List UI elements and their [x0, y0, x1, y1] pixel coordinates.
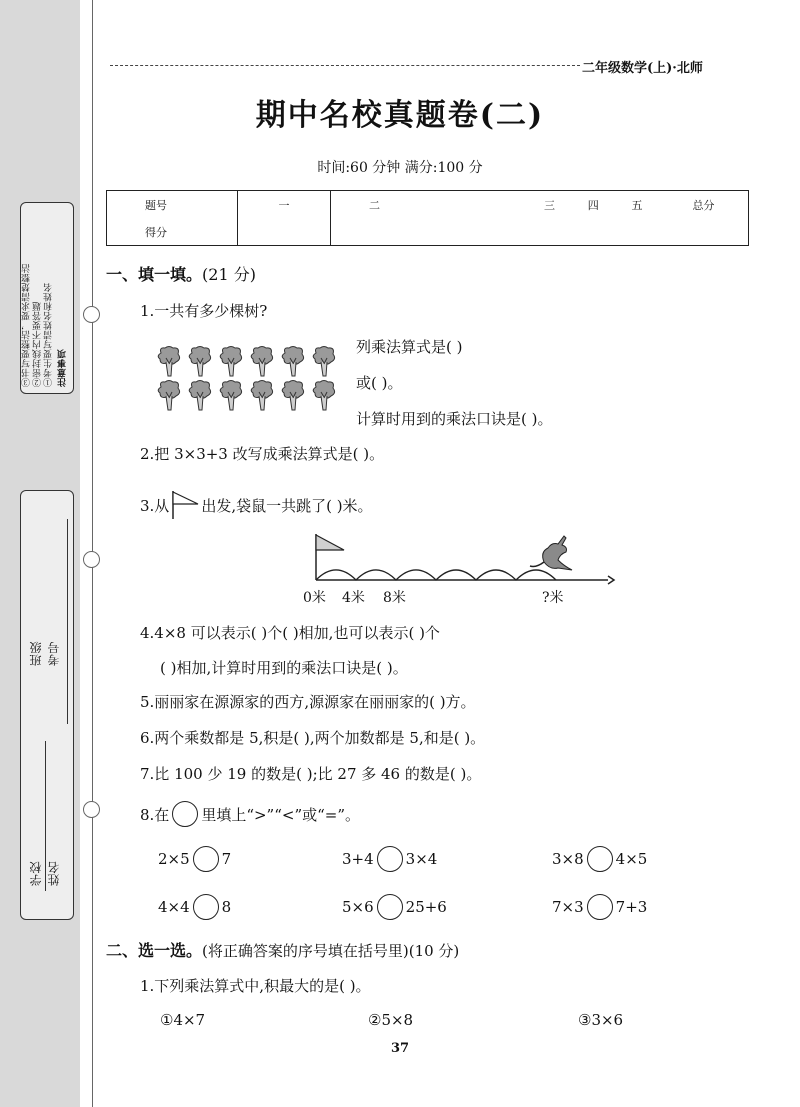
answer-circle[interactable]	[377, 894, 403, 920]
note-1: ①考生要写清姓名和姓名	[44, 282, 54, 387]
cmp-left: 7×3	[552, 898, 584, 916]
nl-label-0: 0米	[303, 590, 326, 606]
tree-icon	[158, 381, 179, 411]
note-2: ②密封线内不要答题	[33, 301, 43, 387]
q1-text: 1.一共有多少棵树?	[140, 302, 268, 320]
s2-option-3[interactable]: ③3×6	[578, 1011, 624, 1029]
tree-icon	[282, 347, 303, 377]
notes-title: 注意事项	[58, 349, 68, 387]
q1-line3[interactable]: 计算时用到的乘法口诀是( )。	[356, 410, 553, 428]
section2-title: 二、选一选。	[106, 941, 203, 960]
cmp-1-3	[552, 846, 647, 872]
class-label: 班级	[29, 641, 43, 666]
cmp-right: 25+6	[405, 898, 447, 916]
page-title: 期中名校真题卷(二)	[255, 98, 545, 133]
binding-hole	[83, 306, 100, 323]
s2-option-1[interactable]: ①4×7	[160, 1011, 206, 1029]
tree-icon	[158, 347, 179, 377]
q8-text	[140, 801, 360, 827]
cmp-left: 4×4	[158, 898, 190, 916]
cmp-1-2	[342, 846, 437, 872]
tree-icon	[251, 347, 272, 377]
score-col-total: 总分	[659, 191, 749, 219]
cmp-left: 3×8	[552, 850, 584, 868]
answer-circle[interactable]	[587, 894, 613, 920]
cmp-2-1	[158, 894, 231, 920]
number-line	[296, 530, 616, 588]
q8-circle-example	[172, 801, 198, 827]
nl-label-8: 8米	[383, 590, 406, 606]
flag-icon	[316, 534, 344, 580]
cmp-right: 8	[221, 898, 232, 916]
score-cell-2[interactable]	[331, 218, 528, 246]
time-info: 时间:60 分钟 满分:100 分	[317, 160, 483, 176]
tree-icon	[313, 381, 334, 411]
cmp-left: 5×6	[342, 898, 374, 916]
q7-text[interactable]: 7.比 100 少 19 的数是( );比 27 多 46 的数是( )。	[140, 765, 482, 783]
jump-arcs	[316, 570, 556, 580]
nl-label-unknown: ?米	[542, 590, 564, 606]
school-name-line	[45, 741, 46, 891]
trees-illustration	[155, 345, 340, 413]
score-col-4: 四	[571, 191, 615, 219]
header-dashed-rule	[110, 65, 580, 66]
binding-hole	[83, 551, 100, 568]
name-label: 姓名	[47, 861, 61, 886]
score-cell-total[interactable]	[659, 218, 749, 246]
cmp-right: 4×5	[615, 850, 648, 868]
answer-circle[interactable]	[587, 846, 613, 872]
score-col-3: 三	[528, 191, 572, 219]
score-header-label: 题号	[107, 191, 238, 219]
kangaroo-icon	[530, 536, 572, 570]
score-col-1: 一	[238, 191, 331, 219]
tree-icon	[220, 347, 241, 377]
subject-label: 二年级数学(上)·北师	[582, 61, 703, 76]
q4-line2[interactable]: ( )相加,计算时用到的乘法口诀是( )。	[160, 659, 408, 677]
page-number: 37	[390, 1041, 410, 1056]
tree-icon	[189, 347, 210, 377]
q1-line2[interactable]: 或( )。	[356, 374, 403, 392]
answer-circle[interactable]	[193, 894, 219, 920]
score-cell-1[interactable]	[238, 218, 331, 246]
answer-circle[interactable]	[193, 846, 219, 872]
q4-line1[interactable]: 4.4×8 可以表示( )个( )相加,也可以表示( )个	[140, 624, 440, 642]
s2-q1-text[interactable]: 1.下列乘法算式中,积最大的是( )。	[140, 977, 371, 995]
cmp-right: 7+3	[615, 898, 648, 916]
cmp-right: 7	[221, 850, 232, 868]
notes-box	[20, 202, 74, 394]
cmp-2-3	[552, 894, 647, 920]
cmp-right: 3×4	[405, 850, 438, 868]
q5-text[interactable]: 5.丽丽家在源源家的西方,源源家在丽丽家的( )方。	[140, 693, 476, 711]
tree-icon	[189, 381, 210, 411]
section1-title: 一、填一填。	[106, 265, 203, 284]
cmp-2-2	[342, 894, 447, 920]
q8-prefix: 8.在	[140, 805, 170, 824]
class-exam-lines	[29, 519, 68, 724]
s2-option-2[interactable]: ②5×8	[368, 1011, 414, 1029]
note-3: ③书写要整洁，要求清楚整洁	[22, 263, 32, 387]
q3-suffix: 出发,袋鼠一共跳了( )米。	[201, 496, 373, 515]
score-col-2: 二	[331, 191, 528, 219]
tree-icon	[220, 381, 241, 411]
q3-prefix: 3.从	[140, 496, 170, 515]
flag-icon	[170, 490, 200, 520]
section1-points: (21 分)	[202, 265, 256, 284]
exam-no-label: 考号	[47, 641, 61, 666]
tree-icon	[282, 381, 303, 411]
student-info-box	[20, 490, 74, 920]
score-cell-4[interactable]	[571, 218, 615, 246]
score-cell-5[interactable]	[615, 218, 659, 246]
cmp-1-1	[158, 846, 231, 872]
score-cell-3[interactable]	[528, 218, 572, 246]
score-row-label: 得分	[107, 218, 238, 246]
school-label: 学校	[29, 861, 43, 886]
score-table	[106, 190, 749, 246]
q2-text[interactable]: 2.把 3×3+3 改写成乘法算式是( )。	[140, 445, 385, 463]
answer-circle[interactable]	[377, 846, 403, 872]
nl-label-4: 4米	[342, 590, 365, 606]
score-col-5: 五	[615, 191, 659, 219]
tree-icon	[313, 347, 334, 377]
q6-text[interactable]: 6.两个乘数都是 5,积是( ),两个加数都是 5,和是( )。	[140, 729, 486, 747]
cmp-left: 2×5	[158, 850, 190, 868]
section2-heading	[106, 938, 459, 961]
binding-hole	[83, 801, 100, 818]
number-line-arrow	[608, 576, 614, 584]
tree-icon	[251, 381, 272, 411]
section2-instruction: (将正确答案的序号填在括号里)(10 分)	[202, 942, 460, 960]
q8-suffix: 里填上“>”“<”或“=”。	[201, 805, 361, 824]
q3-text[interactable]	[140, 490, 373, 520]
section1-heading	[106, 262, 256, 285]
cmp-left: 3+4	[342, 850, 374, 868]
q1-line1[interactable]: 列乘法算式是( )	[356, 338, 463, 356]
